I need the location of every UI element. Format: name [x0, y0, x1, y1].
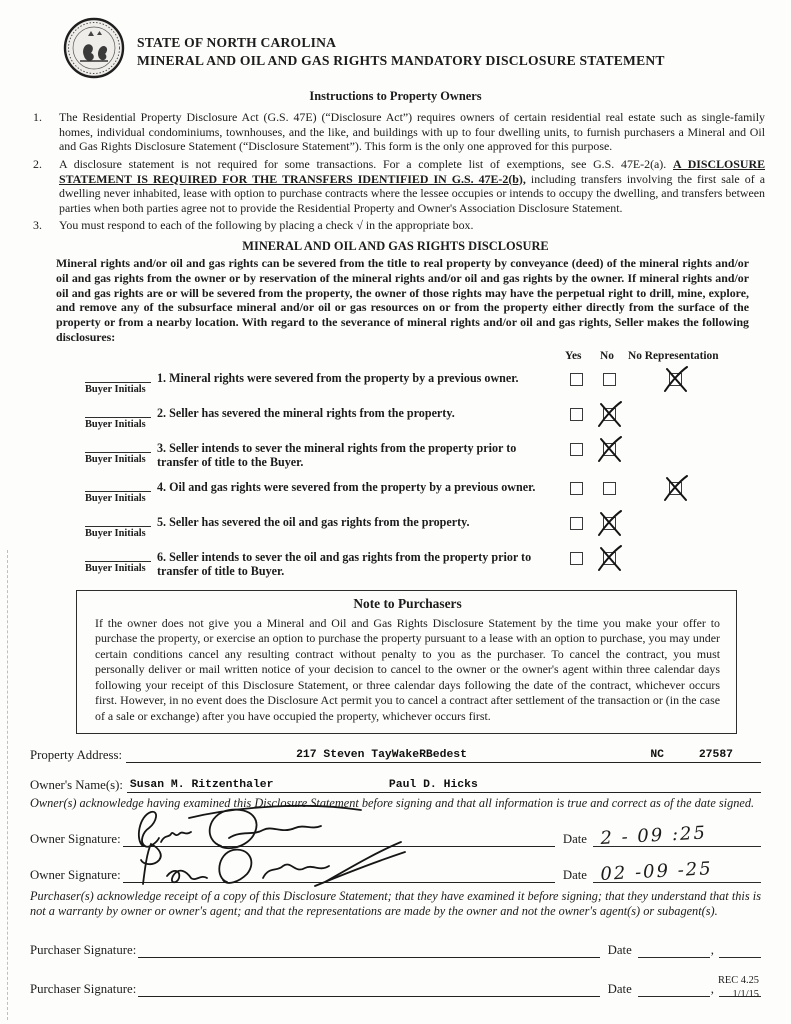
instruction-item-2: 2. A disclosure statement is not required for some transactions. For a complete list of exemptions, see G.S. 47E-2(a). A DISCLOSURE STATEMENT IS REQUIRED FOR THE TRANSFERS IDENTIFIED IN G.S. 47E-2(b), including transfers involving the first sale of a dwelling never inhabited, lease with option to purchase contracts where the lessee occupies or intends to occupy the dwelling, and transfers between parties when both parties agree not to provide the Residential Property and Owner's Association Disclosure Statement. — [33, 156, 766, 215]
instruction-item-3: 3. You must respond to each of the following by placing a check √ in the appropriate box. — [33, 218, 474, 233]
buyer-initials-field[interactable]: Buyer Initials — [85, 491, 151, 504]
form-footer — [718, 974, 759, 1002]
question-text: Seller has severed the oil and gas rights from the property. — [169, 515, 470, 530]
checkbox-no-representation[interactable] — [633, 406, 791, 408]
owner2-name: Paul D. Hicks — [388, 778, 478, 791]
purchaser-signature-field-2[interactable] — [138, 978, 599, 997]
x-mark — [662, 473, 689, 503]
property-zip-value: 27587 — [698, 748, 733, 761]
note-body: If the owner does not give you a Mineral and Oil and Gas Rights Disclosure Statement by the time you make your offer to purchase the property, or exercise an option to purchase the property pursuant to a lease with an option to purchase, you may under certain conditions cancel any resulting contract without penalty to you as the purchaser. To cancel the contract, you must personally deliver or mail written notice of your decision to cancel to the owner or the owner's agent within three calendar days following your receipt of this Disclosure Statement, or three calendar days following the date of the contract, whichever occurs first. However, in no event does the Disclosure Act permit you to cancel a contract after settlement of the transaction or (in the case of a sale or exchange) after you have occupied the property, whichever occurs first. — [95, 615, 720, 723]
purchaser-signature-label: Purchaser Signature: — [30, 942, 137, 957]
disclosure-row-1: Buyer Initials 1. Mineral rights were severed from the property by a previous owner. — [85, 371, 791, 395]
buyer-initials-field[interactable]: Buyer Initials — [85, 417, 151, 430]
state-title: STATE OF NORTH CAROLINA — [137, 35, 337, 50]
checkbox-no[interactable] — [603, 480, 633, 500]
form-number: REC 4.25 — [718, 975, 759, 986]
owner-names-field[interactable] — [127, 775, 761, 793]
purchaser-signature-label: Purchaser Signature: — [30, 981, 137, 996]
x-mark — [596, 543, 623, 573]
buyer-initials-field[interactable]: Buyer Initials — [85, 382, 151, 395]
checkbox-no-representation[interactable] — [633, 371, 791, 391]
owner1-name: Susan M. Ritzenthaler — [129, 778, 274, 791]
purchaser-signature-row-2: Purchaser Signature: Date , — [30, 973, 761, 997]
checkbox-yes[interactable] — [570, 480, 603, 500]
checkbox-no-representation[interactable] — [633, 550, 791, 552]
col-header-no: No — [600, 349, 614, 362]
x-mark — [596, 508, 623, 538]
question-text: Mineral rights were severed from the property by a previous owner. — [169, 370, 519, 385]
disclosure-row-5: Buyer Initials 5. Seller has severed the oil and gas rights from the property. — [85, 515, 791, 539]
checkbox-no[interactable] — [603, 441, 633, 461]
checkbox-no[interactable] — [603, 515, 633, 535]
buyer-initials-field[interactable]: Buyer Initials — [85, 452, 151, 465]
property-state-value: NC — [650, 748, 664, 761]
checkbox-no-representation[interactable] — [633, 515, 791, 517]
instruction-item-1: 1. The Residential Property Disclosure Act (G.S. 47E) (“Disclosure Act”) requires owners of certain residential real estate such as single-family homes, individual condominiums, townhouses, and the like, and buildings with up to four dwelling units, to furnish purchasers a Mineral and Oil and Gas Rights Disclosure Statement (“Disclosure Statement”). This form is the only one approved for this purpose. — [33, 110, 765, 154]
date-label: Date — [562, 831, 587, 846]
owner2-date-value: 02 -09 -25 — [599, 858, 714, 885]
note-to-purchasers-box — [76, 590, 737, 734]
checkbox-no-representation[interactable] — [633, 441, 791, 443]
x-mark — [662, 364, 689, 394]
disclosure-rows — [85, 371, 791, 579]
x-mark — [596, 434, 623, 464]
owner-names-row — [30, 775, 761, 793]
question-text: Seller has severed the mineral rights from the property. — [169, 405, 455, 420]
underlined-statute-text: A DISCLOSURE STATEMENT IS REQUIRED FOR THE TRANSFERS IDENTIFIED IN G.S. 47E-2(b), — [59, 156, 766, 186]
purchaser1-date-field[interactable] — [638, 939, 710, 958]
checkbox-no[interactable] — [603, 371, 633, 391]
disclosure-row-4: Buyer Initials 4. Oil and gas rights were severed from the property by a previous owner. — [85, 480, 791, 504]
purchaser1-year-field[interactable] — [719, 939, 761, 958]
owner-signature-label: Owner Signature: — [30, 867, 121, 882]
question-text: Oil and gas rights were severed from the property by a previous owner. — [169, 480, 536, 495]
owner-signature-row-2 — [30, 857, 761, 883]
x-mark — [596, 399, 623, 429]
form-revision-date: 1/1/15 — [732, 989, 759, 1001]
instructions-heading: Instructions to Property Owners — [309, 89, 482, 103]
disclosure-heading: MINERAL AND OIL AND GAS RIGHTS DISCLOSURE — [242, 239, 549, 254]
purchaser-signature-field-1[interactable] — [138, 939, 599, 958]
note-title: Note to Purchasers — [353, 595, 462, 611]
owner2-signature — [129, 838, 409, 888]
owner-signature-label: Owner Signature: — [30, 831, 121, 846]
owner-names-label: Owner's Name(s): — [30, 777, 123, 792]
question-text: Seller intends to sever the oil and gas rights from the property prior to transfer of title to Buyer. — [157, 550, 532, 579]
scan-artifact-line — [7, 550, 8, 1020]
nc-state-seal-icon — [62, 16, 126, 80]
property-address-field[interactable] — [126, 745, 761, 763]
property-address-value: 217 Steven TayWakeRBedest — [296, 748, 467, 761]
checkbox-no[interactable] — [603, 406, 633, 426]
disclosure-row-3: Buyer Initials 3. Seller intends to sever the mineral rights from the property prior to transfer of title to the Buyer. — [85, 441, 791, 470]
buyer-initials-field[interactable]: Buyer Initials — [85, 526, 151, 539]
date-label: Date — [607, 981, 632, 996]
disclosure-row-2: Buyer Initials 2. Seller has severed the mineral rights from the property. — [85, 406, 791, 430]
owner1-date-value: 2 - 09 :25 — [599, 822, 708, 849]
owner-signature-field-2[interactable] — [123, 864, 555, 883]
question-text: Seller intends to sever the mineral rights from the property prior to transfer of title to the Buyer. — [157, 440, 517, 469]
instructions-list — [0, 110, 791, 233]
property-address-label: Property Address: — [30, 747, 123, 762]
owner1-date-field[interactable] — [593, 822, 761, 849]
property-address-row — [30, 745, 761, 763]
date-label: Date — [607, 942, 632, 957]
owner-acknowledgement: Owner(s) acknowledge having examined this Disclosure Statement before signing and that all information is true and correct as of the date signed. — [30, 795, 755, 810]
owner2-date-field[interactable] — [593, 858, 761, 885]
purchaser-signature-row-1: Purchaser Signature: Date , — [30, 934, 761, 958]
checkbox-yes[interactable] — [570, 371, 603, 391]
checkbox-no-representation[interactable] — [633, 480, 791, 500]
disclosure-row-6: Buyer Initials 6. Seller intends to sever the oil and gas rights from the property prior to transfer of title to Buyer. — [85, 550, 791, 579]
buyer-initials-field[interactable]: Buyer Initials — [85, 561, 151, 574]
disclosure-intro: Mineral rights and/or oil and gas rights can be severed from the title to real property by conveyance (deed) of the mineral rights and/or oil and gas rights from the owner or by reservation of the mineral rights and/or oil and gas rights by the owner. If mineral rights and/or oil and gas rights are or will be severed from the property, the owner of those rights may have the perpetual right to drill, mine, explore, and remove any of the subsurface mineral and/or oil or gas resources on or from the property either directly from the surface of the property or from a nearby location. With regard to the severance of mineral rights and/or oil and gas rights, Seller makes the following disclosures: — [56, 256, 749, 344]
document-header — [0, 0, 791, 80]
date-label: Date — [562, 867, 587, 882]
form-title: MINERAL AND OIL AND GAS RIGHTS MANDATORY DISCLOSURE STATEMENT — [137, 52, 665, 68]
checkbox-column-headers — [0, 350, 791, 365]
col-header-no-representation: No Representation — [628, 349, 719, 362]
purchaser-acknowledgement: Purchaser(s) acknowledge receipt of a copy of this Disclosure Statement; that they have examined it before signing; that they understand that this is not a warranty by owner or owner's agent; and that the representations are made by the owner and not the owner's agent(s) or subagent(s). — [30, 888, 761, 918]
checkbox-no[interactable] — [603, 550, 633, 570]
col-header-yes: Yes — [565, 349, 582, 362]
purchaser2-date-field[interactable] — [638, 978, 710, 997]
